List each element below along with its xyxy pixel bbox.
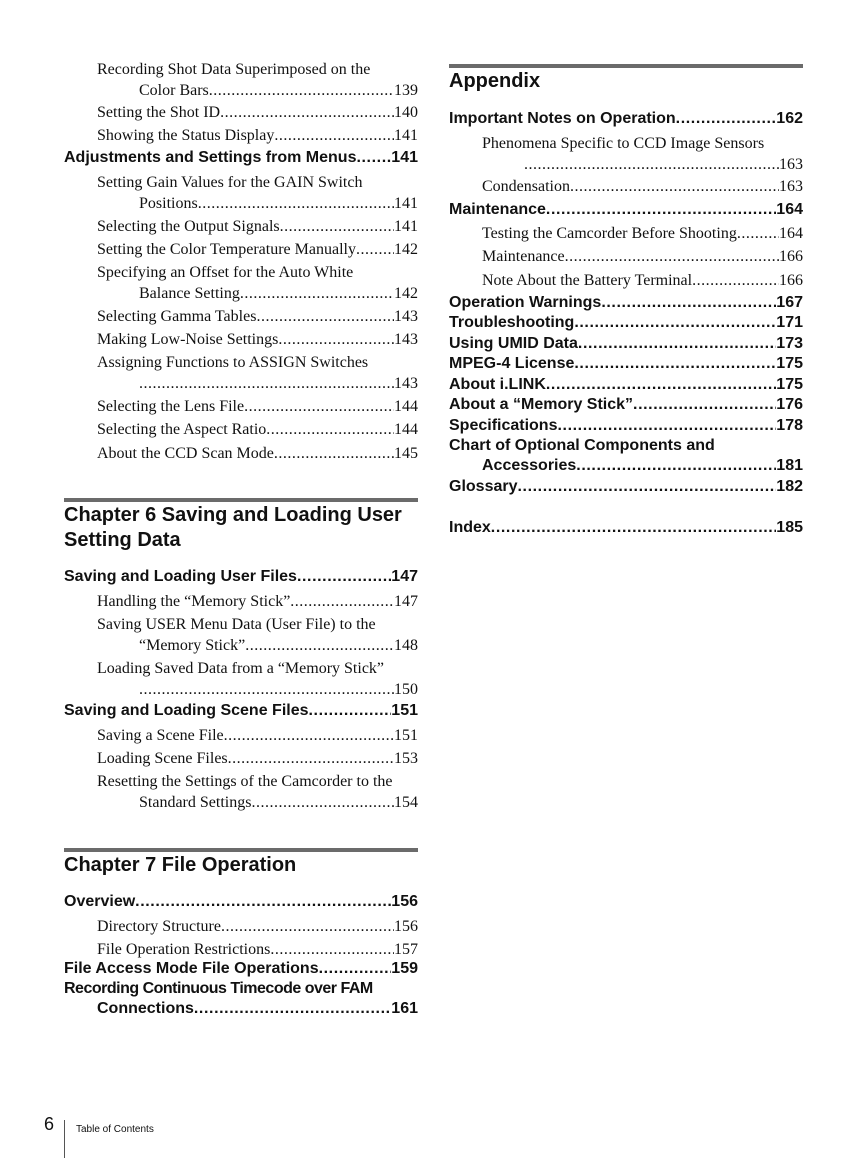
toc-entry-title: File Operation Restrictions [97, 941, 271, 958]
toc-entry[interactable] [449, 176, 803, 197]
toc-entry-title: Specifying an Offset for the Auto White [97, 264, 354, 281]
toc-section-title: Saving and Loading User Files [64, 568, 297, 585]
toc-page-number: 140 [394, 104, 418, 121]
toc-section[interactable] [449, 313, 803, 333]
toc-entry-title: Condensation [482, 178, 570, 195]
toc-entry-title: Saving a Scene File [97, 727, 224, 744]
toc-entry[interactable] [449, 246, 803, 267]
toc-entry[interactable] [64, 306, 418, 327]
toc-section[interactable] [64, 892, 418, 912]
toc-page-number: 154 [394, 794, 418, 811]
toc-section-title: Index [449, 519, 491, 536]
toc-entry-title: Setting the Shot ID [97, 104, 221, 121]
toc-entry-title: Directory Structure [97, 918, 221, 935]
toc-section-title: Recording Continuous Timecode over FAM [64, 980, 373, 997]
toc-section-title: File Access Mode File Operations [64, 960, 319, 977]
toc-section-title: Operation Warnings [449, 294, 602, 311]
toc-entry[interactable] [64, 239, 418, 260]
toc-entry[interactable] [64, 125, 418, 146]
toc-page-number: 182 [776, 478, 803, 495]
toc-page-number: 143 [394, 331, 418, 348]
chapter-heading: Chapter 7 File Operation [64, 854, 297, 876]
toc-entry[interactable] [64, 614, 418, 656]
toc-entry-title: Setting the Color Temperature Manually [97, 241, 356, 258]
toc-page-number: 141 [394, 218, 418, 235]
toc-entry-title: Selecting the Output Signals [97, 218, 280, 235]
toc-page-number: 141 [394, 195, 418, 212]
toc-page-number: 159 [391, 960, 418, 977]
toc-entry-title: Testing the Camcorder Before Shooting [482, 225, 737, 242]
toc-section[interactable] [449, 109, 803, 129]
toc-page-number: 147 [391, 568, 418, 585]
toc-page-number: 157 [394, 941, 418, 958]
toc-page-number: 167 [776, 294, 803, 311]
toc-section[interactable] [449, 436, 803, 476]
toc-entry[interactable] [64, 771, 418, 813]
toc-page-number: 171 [776, 314, 803, 331]
toc-page-number: 175 [776, 355, 803, 372]
toc-entry[interactable] [449, 223, 803, 244]
toc-page-number: 139 [394, 82, 418, 99]
toc-entry-title: Note About the Battery Terminal [482, 272, 693, 289]
toc-page-number: 143 [394, 308, 418, 325]
toc-entry-title: Maintenance [482, 248, 565, 265]
toc-entry[interactable] [64, 59, 418, 101]
chapter-heading: Chapter 6 Saving and Loading User Setting Data [64, 504, 402, 551]
toc-section[interactable] [449, 293, 803, 313]
toc-entry[interactable] [449, 270, 803, 291]
appendix-divider [449, 64, 803, 68]
toc-entry[interactable] [64, 352, 418, 394]
toc-section-title: Important Notes on Operation [449, 110, 676, 127]
toc-page-number: 164 [776, 201, 803, 218]
toc-entry-title: Color Bars [139, 82, 209, 99]
toc-section[interactable] [64, 148, 418, 168]
toc-section-title: Connections [97, 1000, 194, 1017]
toc-page-number: 166 [779, 272, 803, 289]
toc-section[interactable] [449, 200, 803, 220]
toc-page-number: 163 [779, 178, 803, 195]
toc-entry-title: Loading Scene Files [97, 750, 228, 767]
toc-entry[interactable] [64, 172, 418, 214]
toc-page-number: 143 [394, 375, 418, 392]
toc-section[interactable] [449, 354, 803, 374]
toc-page-number: 176 [776, 396, 803, 413]
toc-entry-title: Handling the “Memory Stick” [97, 593, 291, 610]
toc-entry-title: Phenomena Specific to CCD Image Sensors [482, 135, 765, 152]
toc-entry-title: Making Low-Noise Settings [97, 331, 279, 348]
page-number: 6 [44, 1114, 55, 1134]
toc-section-title: Maintenance [449, 201, 546, 218]
toc-entry-title: Resetting the Settings of the Camcorder to the [97, 773, 393, 790]
footer-label: Table of Contents [76, 1124, 154, 1135]
toc-entry-title: Balance Setting [139, 285, 240, 302]
chapter-divider [64, 848, 418, 852]
toc-entry-title: Setting Gain Values for the GAIN Switch [97, 174, 363, 191]
toc-entry-title: About the CCD Scan Mode [97, 445, 274, 462]
toc-section[interactable] [449, 518, 803, 538]
toc-page-number: 161 [391, 1000, 418, 1017]
toc-page-number: 148 [394, 637, 418, 654]
toc-entry[interactable] [64, 102, 418, 123]
toc-section[interactable] [449, 416, 803, 436]
appendix-heading: Appendix [449, 70, 541, 92]
toc-page-number: 145 [394, 445, 418, 462]
toc-page-number: 178 [776, 417, 803, 434]
toc-page-number: 162 [776, 110, 803, 127]
toc-entry[interactable] [64, 748, 418, 769]
toc-entry-title: Selecting the Lens File [97, 398, 245, 415]
toc-entry[interactable] [64, 443, 418, 464]
toc-entry[interactable] [64, 725, 418, 746]
toc-section-title: Accessories [482, 457, 577, 474]
toc-section-title: About a “Memory Stick” [449, 396, 634, 413]
toc-page-number: 163 [779, 156, 803, 173]
toc-page-number: 147 [394, 593, 418, 610]
toc-entry-title: Saving USER Menu Data (User File) to the [97, 616, 376, 633]
toc-page-number: 156 [391, 893, 418, 910]
toc-page-number: 142 [394, 241, 418, 258]
toc-page-number: 142 [394, 285, 418, 302]
toc-section[interactable] [64, 959, 418, 979]
toc-entry-title: Recording Shot Data Superimposed on the [97, 61, 371, 78]
toc-entry-title: Loading Saved Data from a “Memory Stick” [97, 660, 385, 677]
toc-entry[interactable] [64, 419, 418, 440]
toc-page-number: 151 [391, 702, 418, 719]
toc-section-title: Saving and Loading Scene Files [64, 702, 309, 719]
toc-section-title: MPEG-4 License [449, 355, 575, 372]
toc-page-number: 150 [394, 681, 418, 698]
toc-section-title: About i.LINK [449, 376, 546, 393]
toc-entry[interactable] [449, 133, 803, 175]
toc-entry-title: Selecting Gamma Tables [97, 308, 257, 325]
toc-section[interactable] [64, 979, 418, 1019]
toc-entry-title: Standard Settings [139, 794, 252, 811]
chapter-divider [64, 498, 418, 502]
toc-page-number: 175 [776, 376, 803, 393]
toc-section-title: Overview [64, 893, 136, 910]
toc-page-number: 181 [776, 457, 803, 474]
toc-section[interactable] [64, 567, 418, 587]
toc-section[interactable] [449, 334, 803, 354]
toc-entry[interactable] [64, 658, 418, 700]
toc-section[interactable] [64, 701, 418, 721]
toc-entry[interactable] [64, 396, 418, 417]
toc-entry-title: Positions [139, 195, 198, 212]
toc-entry[interactable] [64, 591, 418, 612]
toc-section[interactable] [449, 375, 803, 395]
toc-section-title: Specifications [449, 417, 558, 434]
toc-entry-title: Showing the Status Display [97, 127, 275, 144]
toc-page-number: 156 [394, 918, 418, 935]
toc-section-title: Chart of Optional Components and [449, 437, 715, 454]
toc-section-title: Troubleshooting [449, 314, 575, 331]
toc-section-title: Using UMID Data [449, 335, 578, 352]
toc-page-number: 151 [394, 727, 418, 744]
toc-page-number: 141 [394, 127, 418, 144]
toc-entry-title: Assigning Functions to ASSIGN Switches [97, 354, 369, 371]
toc-section[interactable] [449, 477, 803, 497]
toc-entry[interactable] [64, 216, 418, 237]
footer-divider [64, 1120, 65, 1158]
toc-page-number: 173 [776, 335, 803, 352]
toc-entry[interactable] [64, 262, 418, 304]
toc-page-number: 141 [391, 149, 418, 166]
toc-page-number: 144 [394, 421, 418, 438]
toc-section-title: Glossary [449, 478, 518, 495]
toc-entry[interactable] [64, 329, 418, 350]
toc-section[interactable] [449, 395, 803, 415]
toc-page-number: 144 [394, 398, 418, 415]
toc-entry-title: Selecting the Aspect Ratio [97, 421, 267, 438]
toc-page-number: 164 [779, 225, 803, 242]
toc-entry[interactable] [64, 939, 418, 960]
toc-page-number: 153 [394, 750, 418, 767]
toc-entry[interactable] [64, 916, 418, 937]
toc-entry-title: “Memory Stick” [139, 637, 246, 654]
toc-page-number: 185 [776, 519, 803, 536]
toc-page-number: 166 [779, 248, 803, 265]
toc-section-title: Adjustments and Settings from Menus [64, 149, 357, 166]
